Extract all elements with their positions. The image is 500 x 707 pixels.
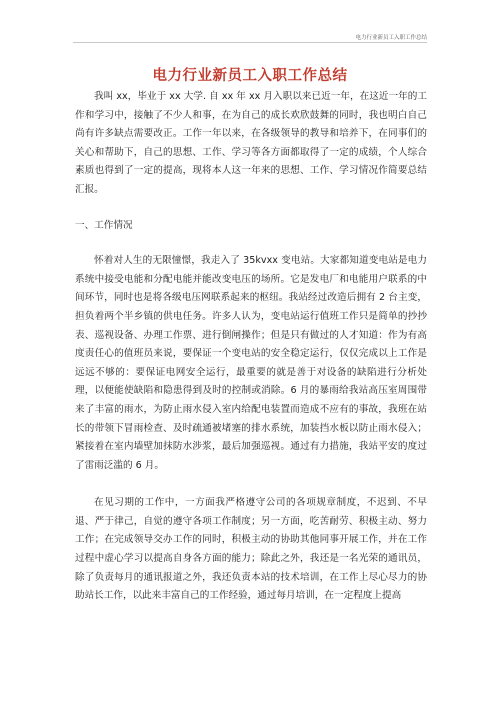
- work-paragraph-1: 怀着对人生的无限憧憬，我走入了 35kvxx 变电站。大家都知道变电站是电力系统中接受电能和分配电能并能改变电压的场所。它是发电厂和电能用户联系的中间环节，同时也是将各级电压网联系起来的枢纽。我站经过改造后拥有 2 台主变，担负着两个半乡镇的供电任务。许多人认为，变电站运行值班工作只是简单的抄抄表、巡视设备、办理工作票、进行倒闸操作；但是只有做过的人才知道：作为有高度责任心的值班员来说，要保证一个变电站的安全稳定运行，仅仅完成以上工作是远远不够的：要保证电网安全运行，最重要的就是善于对设备的缺陷进行分析处理，以便能使缺陷和隐患得到及时的控制或消除。6 月的暴雨给我站高压室周围带来了丰富的雨水，为防止雨水侵入室内给配电装置而造成不应有的事故，我班在站长的带领下冒雨检查、及时疏通被堵塞的排水系统，加装挡水板以防止雨水侵入；紧接着在室内墙壁加抹防水涉浆，最后加强巡视。通过有力措施，我站平安的度过了雷雨泛滥的 6 月。: [75, 255, 427, 471]
- header-doc-label: 电力行业新员工入职工作总结: [355, 35, 427, 41]
- intro-paragraph: 我叫 xx，毕业于 xx 大学. 自 xx 年 xx 月入职以来已近一年，在这近一年的工作和学习中，接触了不少人和事，在为自己的成长欢欣鼓舞的同时，我也明白自己尚有许多缺点需要改正。工作一年以来，在各级领导的教导和培养下，在同事们的关心和帮助下，自己的思想、工作、学习等各方面都取得了一定的成绩，个人综合素质也得到了一定的提高，现将本人这一年来的思想、工作、学习情况作简要总结汇报。: [75, 91, 427, 195]
- section-heading-work: 一、工作情况: [75, 219, 133, 231]
- page-header: [0, 0, 500, 44]
- header-divider: [73, 42, 427, 43]
- work-paragraph-2: 在见习期的工作中，一方面我严格遵守公司的各项规章制度，不迟到、不早退、严于律己，自觉的遵守各项工作制度；另一方面，吃苦耐劳、积极主动、努力工作；在完成领导交办工作的同时，积极主动的协助其他同事开展工作，并在工作过程中虚心学习以提高自身各方面的能力；除此之外，我还是一名光荣的通讯员，除了负责每月的通讯报道之外，我还负责本站的技术培训，在工作上尽心尽力的协助站长工作，以此来丰富自己的工作经验，通过每月培训，在一定程度上提高: [75, 497, 427, 602]
- document-body: [75, 88, 427, 606]
- document-title: 电力行业新员工入职工作总结: [152, 67, 348, 84]
